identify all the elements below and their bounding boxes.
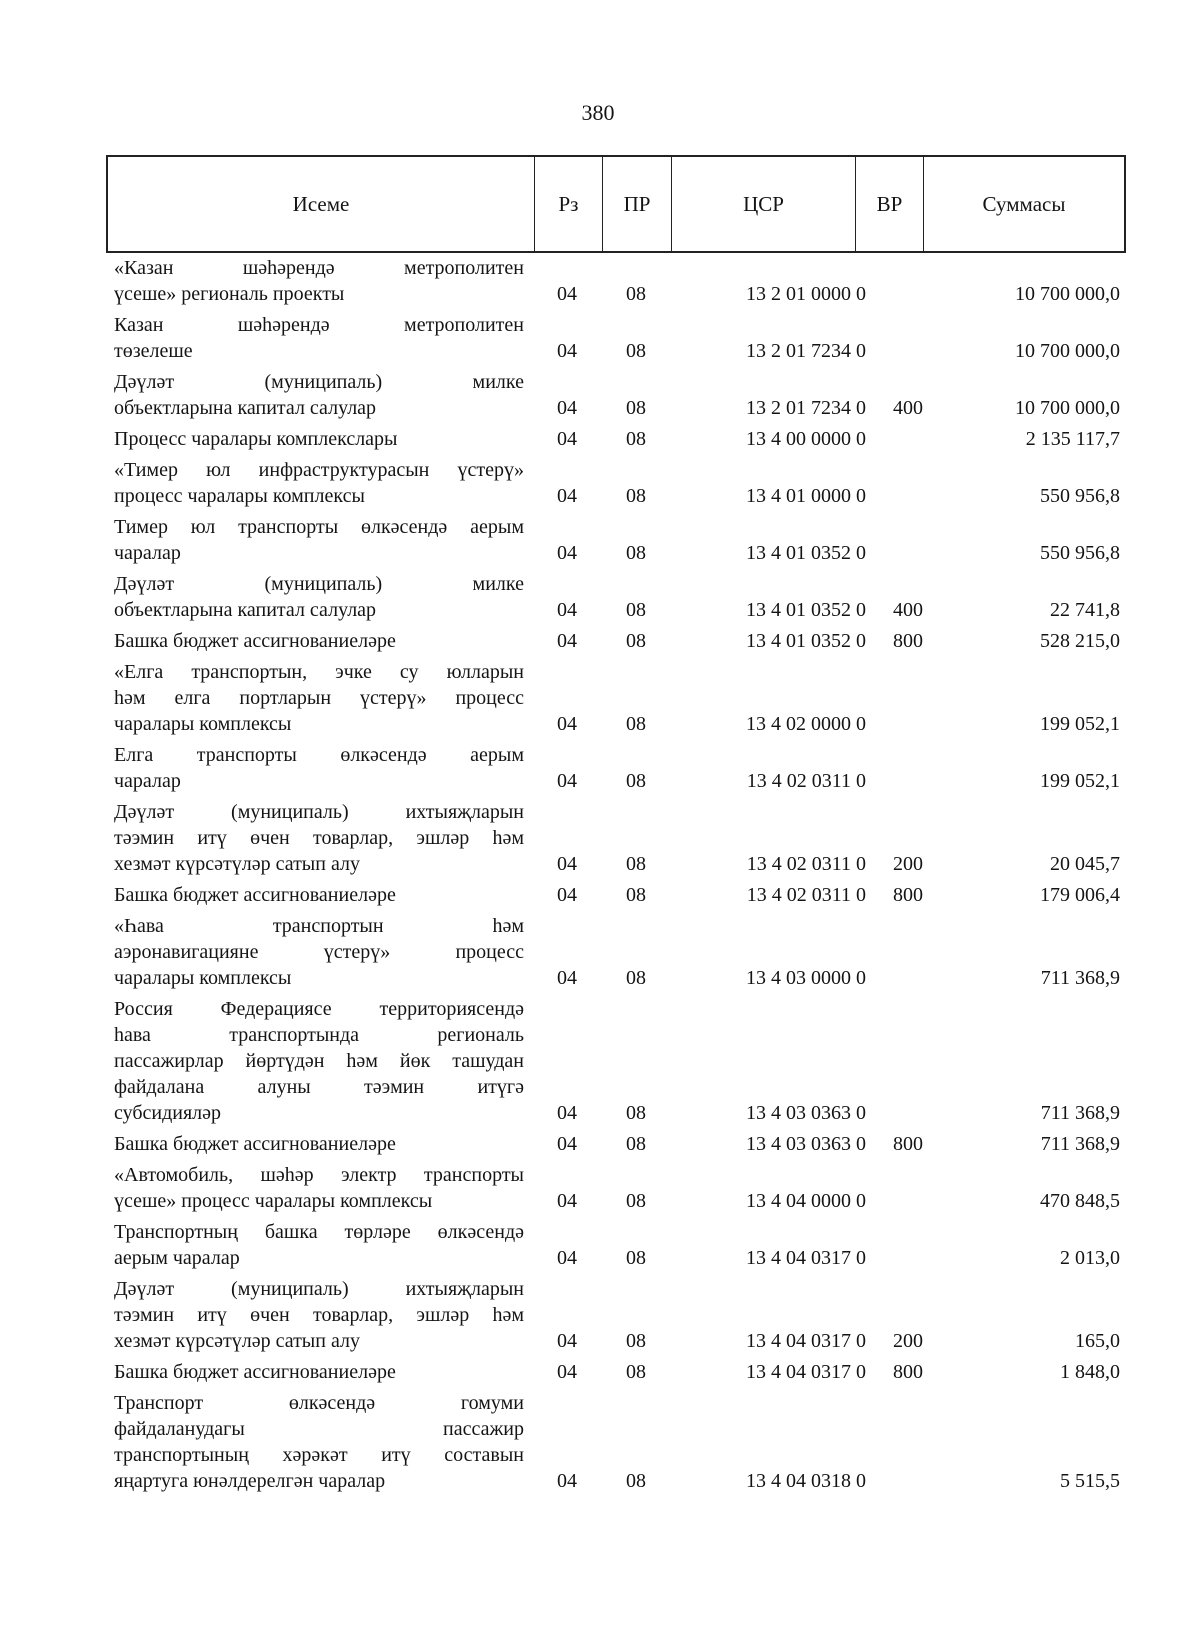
table-row (114, 571, 1120, 623)
row-name-line: Башка бюджет ассигнованиеләре (114, 884, 396, 906)
row-sum: 10 700 000,0 (1015, 340, 1120, 362)
row-name-line: Башка бюджет ассигнованиеләре (114, 1133, 396, 1155)
row-csr: 13 4 02 0000 0 (746, 713, 866, 735)
row-csr: 13 4 01 0352 0 (746, 599, 866, 621)
row-name-line: аерым чаралар (114, 1247, 240, 1269)
row-sum: 711 368,9 (1040, 1133, 1120, 1155)
row-name (114, 1162, 524, 1214)
row-sum: 5 515,5 (1060, 1470, 1120, 1492)
row-name-line: үсеше» процесс чаралары комплексы (114, 1190, 433, 1212)
header-pr: ПР (602, 157, 671, 251)
table-header (106, 155, 1126, 253)
row-pr: 08 (626, 884, 646, 906)
table-row (114, 514, 1120, 566)
row-rz: 04 (557, 1330, 577, 1352)
row-sum: 10 700 000,0 (1015, 283, 1120, 305)
row-csr: 13 4 01 0000 0 (746, 485, 866, 507)
row-name-line: чаралар (114, 770, 181, 792)
row-name (114, 659, 524, 737)
row-rz: 04 (557, 1470, 577, 1492)
row-name (114, 1359, 524, 1385)
row-sum: 165,0 (1075, 1330, 1120, 1352)
row-name-line: объектларына капитал салулар (114, 599, 377, 621)
row-sum: 22 741,8 (1050, 599, 1120, 621)
row-name-line: яңартуга юнәлдерелгән чаралар (114, 1470, 386, 1492)
row-name-line: файдаланудагы пассажир (114, 1418, 524, 1440)
row-csr: 13 4 04 0317 0 (746, 1247, 866, 1269)
header-sum: Суммасы (923, 157, 1124, 251)
row-name-line: Башка бюджет ассигнованиеләре (114, 1361, 396, 1383)
row-pr: 08 (626, 1247, 646, 1269)
row-name (114, 1276, 524, 1354)
row-vr: 800 (893, 630, 923, 652)
row-sum: 2 013,0 (1060, 1247, 1120, 1269)
row-name-line: «Тимер юл инфраструктурасын үстерү» (114, 459, 524, 481)
row-csr: 13 4 02 0311 0 (746, 853, 866, 875)
row-pr: 08 (626, 283, 646, 305)
row-pr: 08 (626, 630, 646, 652)
row-csr: 13 4 01 0352 0 (746, 630, 866, 652)
row-name-line: чаралар (114, 542, 181, 564)
row-pr: 08 (626, 599, 646, 621)
row-name (114, 913, 524, 991)
table-row (114, 1276, 1120, 1354)
header-name: Исеме (292, 191, 350, 216)
row-name-line: тәэмин итү өчен товарлар, эшләр һәм (114, 1304, 524, 1326)
row-sum: 2 135 117,7 (1025, 428, 1120, 450)
row-name-line: Дәүләт (муниципаль) ихтыяҗларын (114, 801, 524, 823)
row-vr: 800 (893, 1361, 923, 1383)
table-row (114, 312, 1120, 364)
row-sum: 10 700 000,0 (1015, 397, 1120, 419)
row-name (114, 426, 524, 452)
row-name-line: төзелеше (114, 340, 193, 362)
row-pr: 08 (626, 428, 646, 450)
row-rz: 04 (557, 428, 577, 450)
page-number: 380 (581, 100, 615, 125)
row-vr: 400 (893, 397, 923, 419)
row-name (114, 457, 524, 509)
row-vr: 400 (893, 599, 923, 621)
row-sum: 711 368,9 (1040, 967, 1120, 989)
row-rz: 04 (557, 1133, 577, 1155)
row-csr: 13 4 03 0000 0 (746, 967, 866, 989)
row-name-line: Транспорт өлкәсендә гомуми (114, 1392, 524, 1414)
row-csr: 13 4 04 0317 0 (746, 1330, 866, 1352)
row-sum: 550 956,8 (1040, 542, 1120, 564)
row-sum: 179 006,4 (1040, 884, 1120, 906)
row-name-line: чаралары комплексы (114, 967, 292, 989)
row-rz: 04 (557, 884, 577, 906)
row-name-line: Дәүләт (муниципаль) ихтыяҗларын (114, 1278, 524, 1300)
row-name (114, 369, 524, 421)
row-rz: 04 (557, 1190, 577, 1212)
table-body (114, 255, 1120, 1499)
row-pr: 08 (626, 967, 646, 989)
row-name (114, 312, 524, 364)
row-csr: 13 2 01 7234 0 (746, 397, 866, 419)
row-vr: 800 (893, 884, 923, 906)
row-rz: 04 (557, 1361, 577, 1383)
header-vr: ВР (855, 157, 923, 251)
row-sum: 550 956,8 (1040, 485, 1120, 507)
row-name-line: процесс чаралары комплексы (114, 485, 365, 507)
row-name-line: Транспортның башка төрләре өлкәсендә (114, 1221, 524, 1243)
row-name-line: Процесс чаралары комплекслары (114, 428, 398, 450)
table-row (114, 913, 1120, 991)
row-rz: 04 (557, 340, 577, 362)
row-name-line: тәэмин итү өчен товарлар, эшләр һәм (114, 827, 524, 849)
row-pr: 08 (626, 1102, 646, 1124)
row-name-line: «Һава транспортын һәм (114, 915, 524, 937)
header-rz: Рз (534, 157, 602, 251)
row-name-line: һава транспортында региональ (114, 1024, 524, 1046)
row-sum: 711 368,9 (1040, 1102, 1120, 1124)
row-csr: 13 4 01 0352 0 (746, 542, 866, 564)
row-rz: 04 (557, 853, 577, 875)
row-name (114, 1131, 524, 1157)
header-csr: ЦСР (671, 157, 855, 251)
row-name (114, 514, 524, 566)
row-name-line: файдалана алуны тәэмин итүгә (114, 1076, 524, 1098)
row-vr: 200 (893, 853, 923, 875)
row-name-line: Казан шәһәрендә метрополитен (114, 314, 524, 336)
row-pr: 08 (626, 1330, 646, 1352)
table-row (114, 799, 1120, 877)
row-name (114, 255, 524, 307)
table-row (114, 1131, 1120, 1157)
row-sum: 20 045,7 (1050, 853, 1120, 875)
row-name (114, 996, 524, 1126)
row-pr: 08 (626, 340, 646, 362)
row-pr: 08 (626, 853, 646, 875)
table-row (114, 1390, 1120, 1494)
row-name-line: хезмәт күрсәтүләр сатып алу (114, 1330, 360, 1352)
row-pr: 08 (626, 713, 646, 735)
row-rz: 04 (557, 967, 577, 989)
row-pr: 08 (626, 1190, 646, 1212)
row-csr: 13 4 02 0311 0 (746, 770, 866, 792)
row-csr: 13 4 04 0318 0 (746, 1470, 866, 1492)
table-row (114, 255, 1120, 307)
row-rz: 04 (557, 630, 577, 652)
row-rz: 04 (557, 770, 577, 792)
row-name (114, 628, 524, 654)
row-csr: 13 2 01 7234 0 (746, 340, 866, 362)
row-rz: 04 (557, 283, 577, 305)
row-csr: 13 4 03 0363 0 (746, 1102, 866, 1124)
row-pr: 08 (626, 485, 646, 507)
row-name-line: Россия Федерациясе территориясендә (114, 998, 524, 1020)
row-name-line: субсидияләр (114, 1102, 222, 1124)
row-rz: 04 (557, 599, 577, 621)
row-name-line: Башка бюджет ассигнованиеләре (114, 630, 396, 652)
row-name-line: аэронавигацияне үстерү» процесс (114, 941, 524, 963)
row-name-line: һәм елга портларын үстерү» процесс (114, 687, 524, 709)
table-row (114, 659, 1120, 737)
row-csr: 13 4 04 0317 0 (746, 1361, 866, 1383)
table-row (114, 742, 1120, 794)
row-name-line: транспортының хәрәкәт итү составын (114, 1444, 524, 1466)
row-name-line: Дәүләт (муниципаль) милке (114, 573, 524, 595)
row-name (114, 882, 524, 908)
row-name-line: объектларына капитал салулар (114, 397, 377, 419)
row-csr: 13 4 02 0311 0 (746, 884, 866, 906)
table-row (114, 369, 1120, 421)
table-row (114, 628, 1120, 654)
row-name-line: үсеше» региональ проекты (114, 283, 345, 305)
row-rz: 04 (557, 1102, 577, 1124)
row-csr: 13 4 04 0000 0 (746, 1190, 866, 1212)
row-name (114, 1390, 524, 1494)
row-csr: 13 2 01 0000 0 (746, 283, 866, 305)
table-row (114, 457, 1120, 509)
row-name (114, 742, 524, 794)
row-name-line: Дәүләт (муниципаль) милке (114, 371, 524, 393)
row-name-line: «Елга транспортын, эчке су юлларын (114, 661, 524, 683)
row-vr: 200 (893, 1330, 923, 1352)
row-pr: 08 (626, 1133, 646, 1155)
row-sum: 199 052,1 (1040, 713, 1120, 735)
row-name-line: пассажирлар йөртүдән һәм йөк ташудан (114, 1050, 524, 1072)
row-sum: 1 848,0 (1060, 1361, 1120, 1383)
row-csr: 13 4 00 0000 0 (746, 428, 866, 450)
table-row (114, 1359, 1120, 1385)
row-pr: 08 (626, 1361, 646, 1383)
row-rz: 04 (557, 397, 577, 419)
row-name-line: «Казан шәһәрендә метрополитен (114, 257, 524, 279)
table-row (114, 426, 1120, 452)
table-row (114, 996, 1120, 1126)
row-sum: 199 052,1 (1040, 770, 1120, 792)
row-pr: 08 (626, 770, 646, 792)
table-row (114, 1219, 1120, 1271)
row-vr: 800 (893, 1133, 923, 1155)
row-rz: 04 (557, 713, 577, 735)
row-pr: 08 (626, 1470, 646, 1492)
table-row (114, 1162, 1120, 1214)
row-name-line: Тимер юл транспорты өлкәсендә аерым (114, 516, 524, 538)
row-name (114, 799, 524, 877)
row-name-line: Елга транспорты өлкәсендә аерым (114, 744, 524, 766)
row-name-line: чаралары комплексы (114, 713, 292, 735)
row-sum: 528 215,0 (1040, 630, 1120, 652)
row-pr: 08 (626, 542, 646, 564)
row-name (114, 571, 524, 623)
row-rz: 04 (557, 542, 577, 564)
table-row (114, 882, 1120, 908)
row-rz: 04 (557, 485, 577, 507)
row-name-line: «Автомобиль, шәһәр электр транспорты (114, 1164, 524, 1186)
row-pr: 08 (626, 397, 646, 419)
row-rz: 04 (557, 1247, 577, 1269)
row-name (114, 1219, 524, 1271)
row-csr: 13 4 03 0363 0 (746, 1133, 866, 1155)
row-sum: 470 848,5 (1040, 1190, 1120, 1212)
row-name-line: хезмәт күрсәтүләр сатып алу (114, 853, 360, 875)
